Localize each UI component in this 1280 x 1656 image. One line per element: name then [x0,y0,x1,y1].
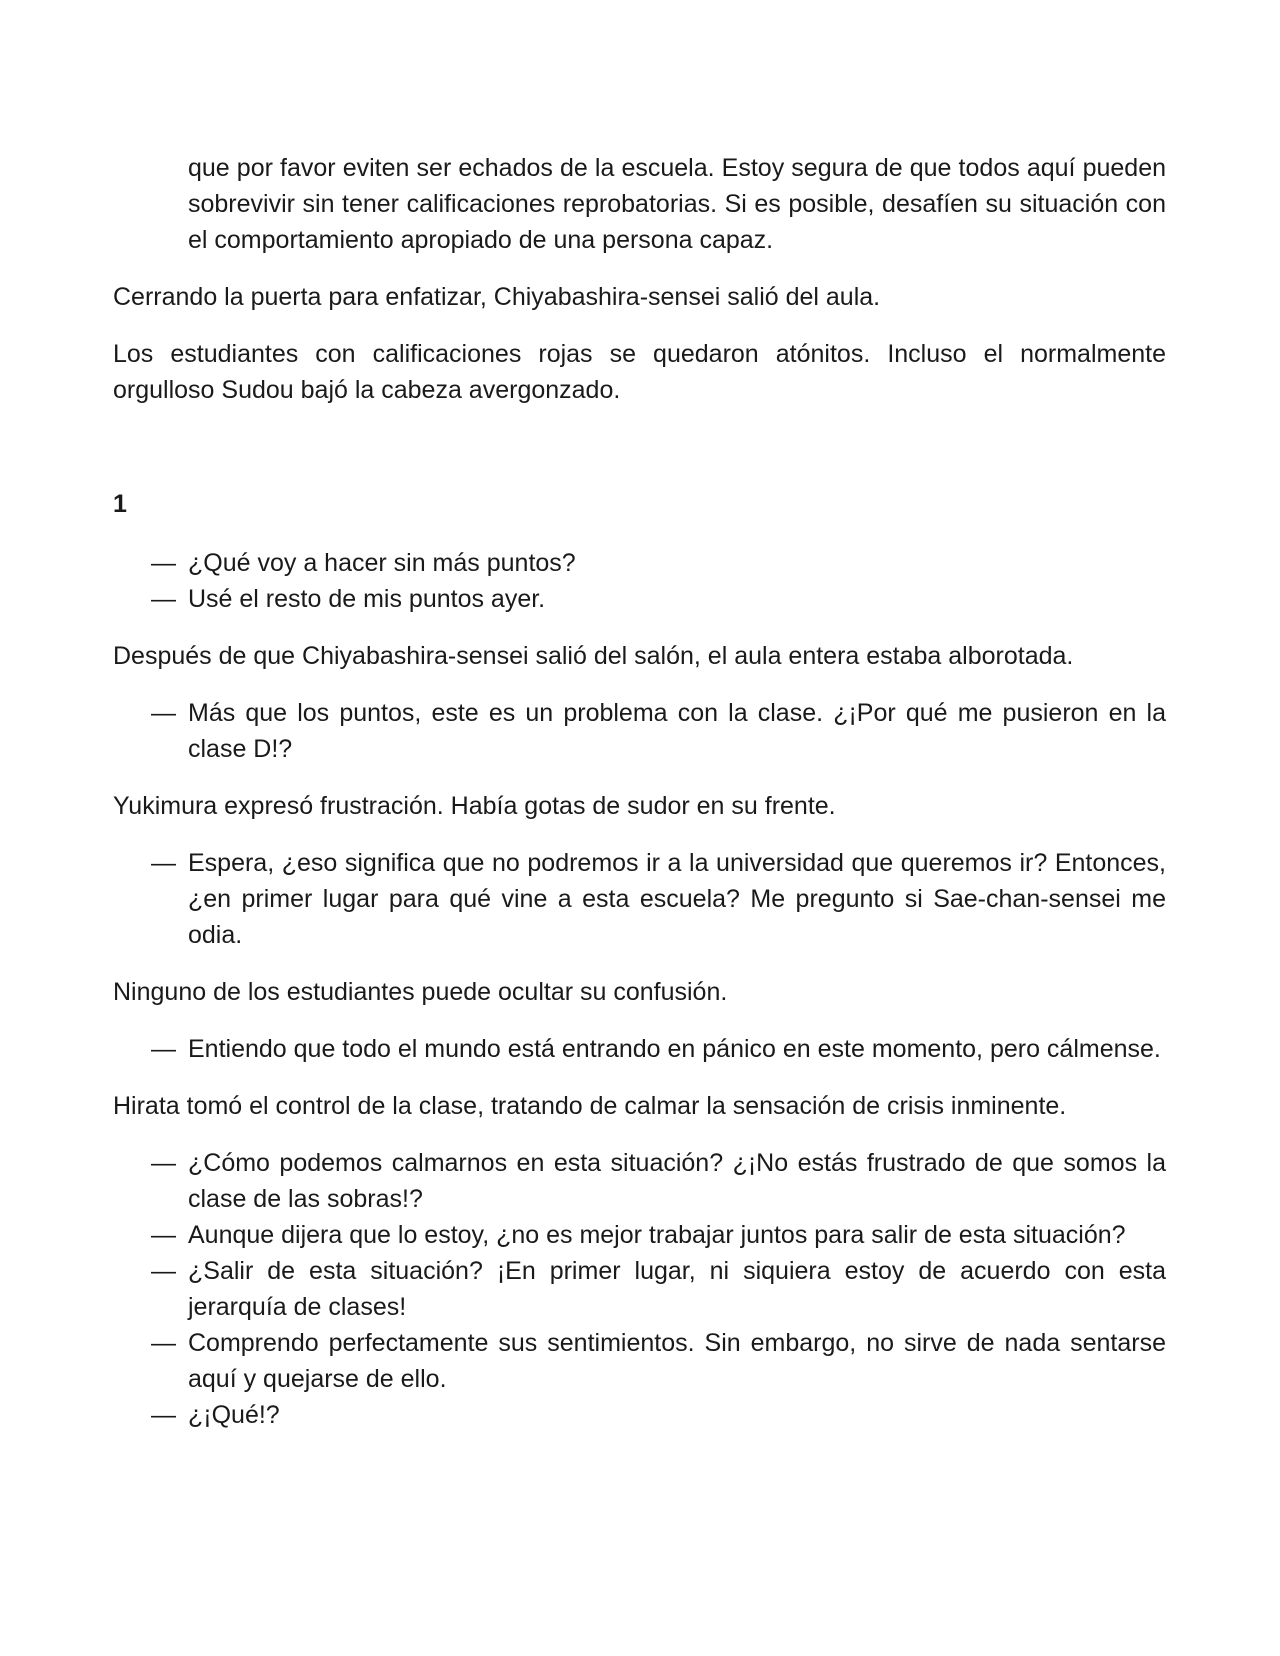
section-heading: 1 [113,490,127,518]
dialogue-line [113,1325,1166,1397]
paragraph: Ninguno de los estudiantes puede ocultar su confusión. [113,978,728,1006]
dialogue-line [113,1397,1166,1433]
dialogue-text: ¿¡Qué!? [188,1401,280,1429]
dash: — [151,1401,176,1429]
dialogue-text: Más que los puntos, este es un problema con la clase. ¿¡Por qué me pusieron en la clase D!? [188,699,1166,763]
dash: — [151,549,176,577]
dialogue-line [113,1253,1166,1325]
dialogue-text: Comprendo perfectamente sus sentimientos. Sin embargo, no sirve de nada sentarse aquí y quejarse de ello. [188,1329,1166,1393]
dialogue-text: ¿Salir de esta situación? ¡En primer lugar, ni siquiera estoy de acuerdo con esta jerarquía de clases! [188,1257,1166,1321]
dialogue-block [113,545,1166,617]
dialogue-line [113,845,1166,953]
dialogue-line [113,1217,1166,1253]
dash: — [151,1035,176,1063]
dash: — [151,1329,176,1357]
dash: — [151,849,176,877]
dialogue-block [113,1031,1166,1067]
dialogue-text: Aunque dijera que lo estoy, ¿no es mejor trabajar juntos para salir de esta situación? [188,1221,1126,1249]
dialogue-text: ¿Cómo podemos calmarnos en esta situación? ¿¡No estás frustrado de que somos la clase de las sobras!? [188,1149,1166,1213]
paragraph: Cerrando la puerta para enfatizar, Chiyabashira-sensei salió del aula. [113,283,881,311]
dialogue-line [113,545,1166,581]
paragraph: Yukimura expresó frustración. Había gotas de sudor en su frente. [113,792,836,820]
dialogue-block [113,695,1166,767]
dash: — [151,699,176,727]
dash: — [151,1149,176,1177]
dialogue-block [113,845,1166,953]
dialogue-text: ¿Qué voy a hacer sin más puntos? [188,549,576,577]
dialogue-text: Entiendo que todo el mundo está entrando en pánico en este momento, pero cálmense. [188,1035,1161,1063]
paragraph: Los estudiantes con calificaciones rojas se quedaron atónitos. Incluso el normalmente orgulloso Sudou bajó la cabeza avergonzado. [113,340,1166,404]
document-page [113,150,1166,1454]
dialogue-line [113,1145,1166,1217]
dialogue-text: Espera, ¿eso significa que no podremos ir a la universidad que queremos ir? Entonces, ¿en primer lugar para qué vine a esta escuela? Me pregunto si Sae-chan-sensei me odia. [188,849,1166,949]
dialogue-line [113,581,1166,617]
dash: — [151,1257,176,1285]
dialogue-text: Usé el resto de mis puntos ayer. [188,585,546,613]
quote-paragraph: que por favor eviten ser echados de la escuela. Estoy segura de que todos aquí pueden sobrevivir sin tener calificaciones reprobatorias. Si es posible, desafíen su situación con el comportamiento apropiado de una persona capaz. [188,154,1166,254]
paragraph: Después de que Chiyabashira-sensei salió del salón, el aula entera estaba alborotada. [113,642,1074,670]
dialogue-line [113,1031,1166,1067]
dash: — [151,585,176,613]
dash: — [151,1221,176,1249]
dialogue-line [113,695,1166,767]
paragraph: Hirata tomó el control de la clase, tratando de calmar la sensación de crisis inminente. [113,1092,1067,1120]
dialogue-block [113,1145,1166,1433]
